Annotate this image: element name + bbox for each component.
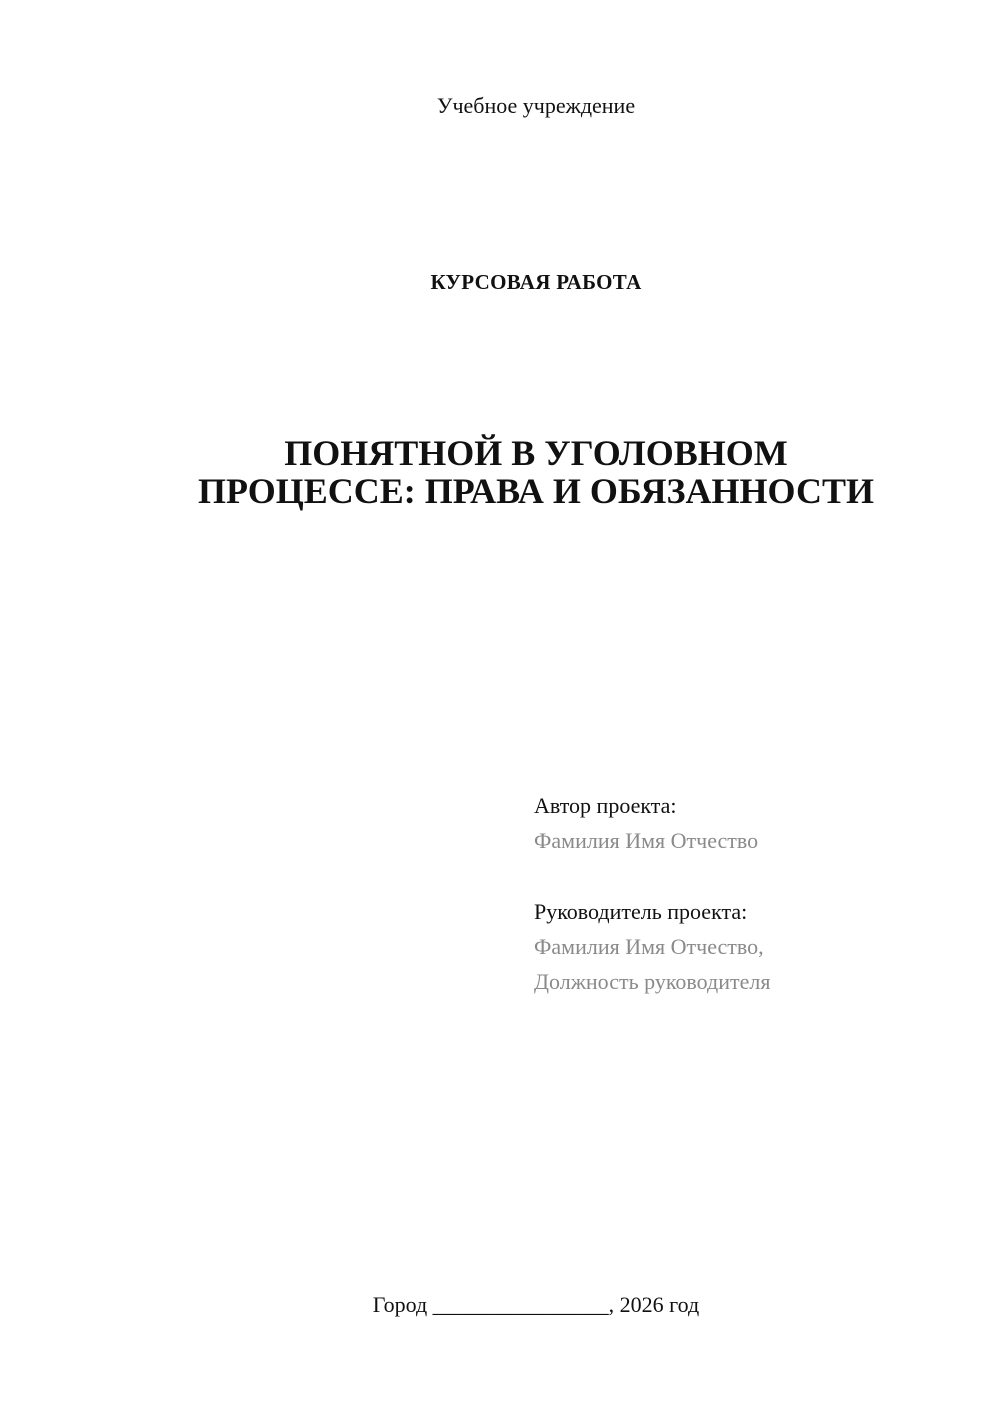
institution-name: Учебное учреждение <box>436 93 636 118</box>
title-line-2: ПРОЦЕССЕ: ПРАВА И ОБЯЗАННОСТИ <box>198 471 874 511</box>
credits-block <box>534 788 974 999</box>
author-label: Автор проекта: <box>534 793 677 818</box>
credits-spacer <box>534 858 974 894</box>
document-title <box>0 434 1000 510</box>
supervisor-position: Должность руководителя <box>534 969 771 994</box>
supervisor-name: Фамилия Имя Отчество, <box>534 934 764 959</box>
supervisor-label: Руководитель проекта: <box>534 899 748 924</box>
author-name: Фамилия Имя Отчество <box>534 828 759 853</box>
title-line-1: ПОНЯТНОЙ В УГОЛОВНОМ <box>284 433 788 473</box>
city-year-line: Город ________________, 2026 год <box>372 1292 700 1317</box>
work-type-heading: КУРСОВАЯ РАБОТА <box>430 270 642 294</box>
